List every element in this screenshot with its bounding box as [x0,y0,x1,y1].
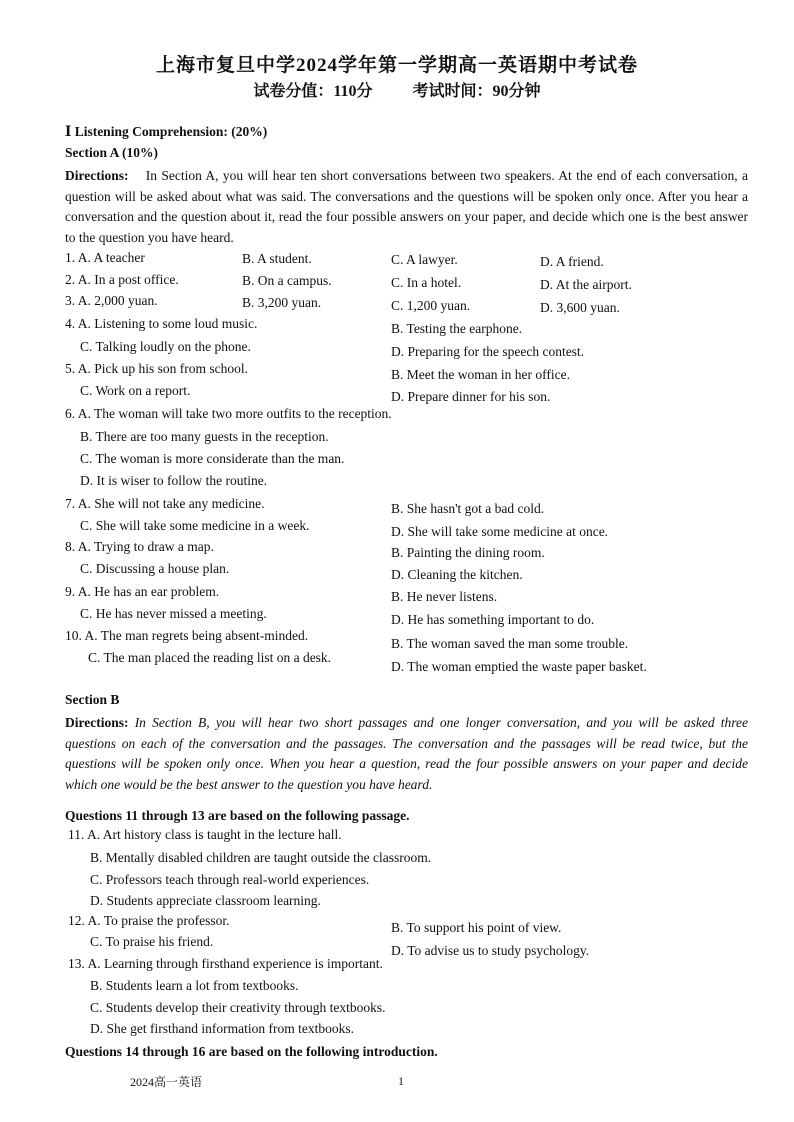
q4-b: B. Testing the earphone. [391,321,523,336]
q11-d: D. Students appreciate classroom learning. [90,893,321,908]
question-group-heading: Questions 14 through 16 are based on the following introduction. [65,1044,438,1059]
q11-b: B. Mentally disabled children are taught outside the classroom. [90,850,432,865]
q5-a: 5. A. Pick up his son from school. [65,361,249,376]
q5-b: B. Meet the woman in her office. [391,367,570,382]
q2-d: D. At the airport. [540,277,632,292]
q5-d: D. Prepare dinner for his son. [391,389,551,404]
q1-b: B. A student. [242,251,312,266]
q10-b: B. The woman saved the man some trouble. [391,636,629,651]
q7-d: D. She will take some medicine at once. [391,524,609,539]
exam-score: 试卷分值：110分 [253,83,373,100]
q2-c: C. In a hotel. [391,275,462,290]
q9-d: D. He has something important to do. [391,612,595,627]
q7-a: 7. A. She will not take any medicine. [65,496,265,511]
q1-d: D. A friend. [540,254,604,269]
exam-title: 上海市复旦中学2024学年第一学期高一英语期中考试卷 [155,55,638,76]
q10-d: D. The woman emptied the waste paper basket. [391,659,647,674]
q8-a: 8. A. Trying to draw a map. [65,539,214,554]
q8-d: D. Cleaning the kitchen. [391,567,523,582]
q1-a: 1. A. A teacher [65,250,145,265]
q13-b: B. Students learn a lot from textbooks. [90,978,299,993]
q7-b: B. She hasn't got a bad cold. [391,501,545,516]
footer-label: 2024高一英语 [130,1075,203,1089]
q4-c: C. Talking loudly on the phone. [80,339,251,354]
q10-a: 10. A. The man regrets being absent-minded. [65,628,309,643]
exam-time: 考试时间：90分钟 [412,83,541,100]
q1-c: C. A lawyer. [391,252,458,267]
q12-b: B. To support his point of view. [391,920,562,935]
q3-c: C. 1,200 yuan. [391,298,471,313]
q8-c: C. Discussing a house plan. [80,561,230,576]
q11-a: 11. A. Art history class is taught in the lecture hall. [68,827,342,842]
q4-d: D. Preparing for the speech contest. [391,344,585,359]
q3-a: 3. A. 2,000 yuan. [65,293,158,308]
exam-info [0,78,794,101]
q9-b: B. He never listens. [391,589,498,604]
q13-a: 13. A. Learning through firsthand experience is important. [68,956,383,971]
q8-b: B. Painting the dining room. [391,545,545,560]
q9-a: 9. A. He has an ear problem. [65,584,220,599]
q13-c: C. Students develop their creativity through textbooks. [90,1000,386,1015]
page-number: 1 [398,1074,404,1088]
q11-c: C. Professors teach through real-world experiences. [90,872,370,887]
q9-c: C. He has never missed a meeting. [80,606,267,621]
q4-a: 4. A. Listening to some loud music. [65,316,258,331]
q6-b: B. There are too many guests in the reception. [80,429,329,444]
q10-c: C. The man placed the reading list on a desk. [88,650,332,665]
directions-label: Directions: [65,715,129,730]
q3-d: D. 3,600 yuan. [540,300,620,315]
q12-a: 12. A. To praise the professor. [68,913,230,928]
q12-d: D. To advise us to study psychology. [391,943,590,958]
q5-c: C. Work on a report. [80,383,191,398]
q2-b: B. On a campus. [242,273,332,288]
section-a-heading: Section A (10%) [65,145,158,160]
q6-d: D. It is wiser to follow the routine. [80,473,268,488]
q12-c: C. To praise his friend. [90,934,214,949]
section-b-directions [65,713,748,795]
part1-heading: Ⅰ Listening Comprehension: (20%) [65,124,268,139]
directions-text: In Section A, you will hear ten short conversations between two speakers. At the end of each conversation, a question will be asked about what was said. The conversations and the questions will be spoken only once. After you hear a conversation and the question about it, read the four possible answers on your paper, and decide which one is the best answer to the question you have heard. [65,168,748,245]
q13-d: D. She get firsthand information from textbooks. [90,1021,354,1036]
q3-b: B. 3,200 yuan. [242,295,322,310]
question-group-heading: Questions 11 through 13 are based on the following passage. [65,808,410,823]
section-a-directions [65,166,748,248]
q6-c: C. The woman is more considerate than the man. [80,451,345,466]
q7-c: C. She will take some medicine in a week. [80,518,310,533]
section-b-heading: Section B [65,692,120,707]
q2-a: 2. A. In a post office. [65,272,179,287]
q6-a: 6. A. The woman will take two more outfits to the reception. [65,406,392,421]
directions-text: In Section B, you will hear two short passages and one longer conversation, and you will be asked three questions on each of the conversation and the passages. The conversation and the passages will be read twice, but the questions will be spoken only once. When you hear a question, read the four possible answers on your paper and decide which one would be the best answer to the question you have heard. [65,715,748,792]
directions-label: Directions: [65,168,129,183]
